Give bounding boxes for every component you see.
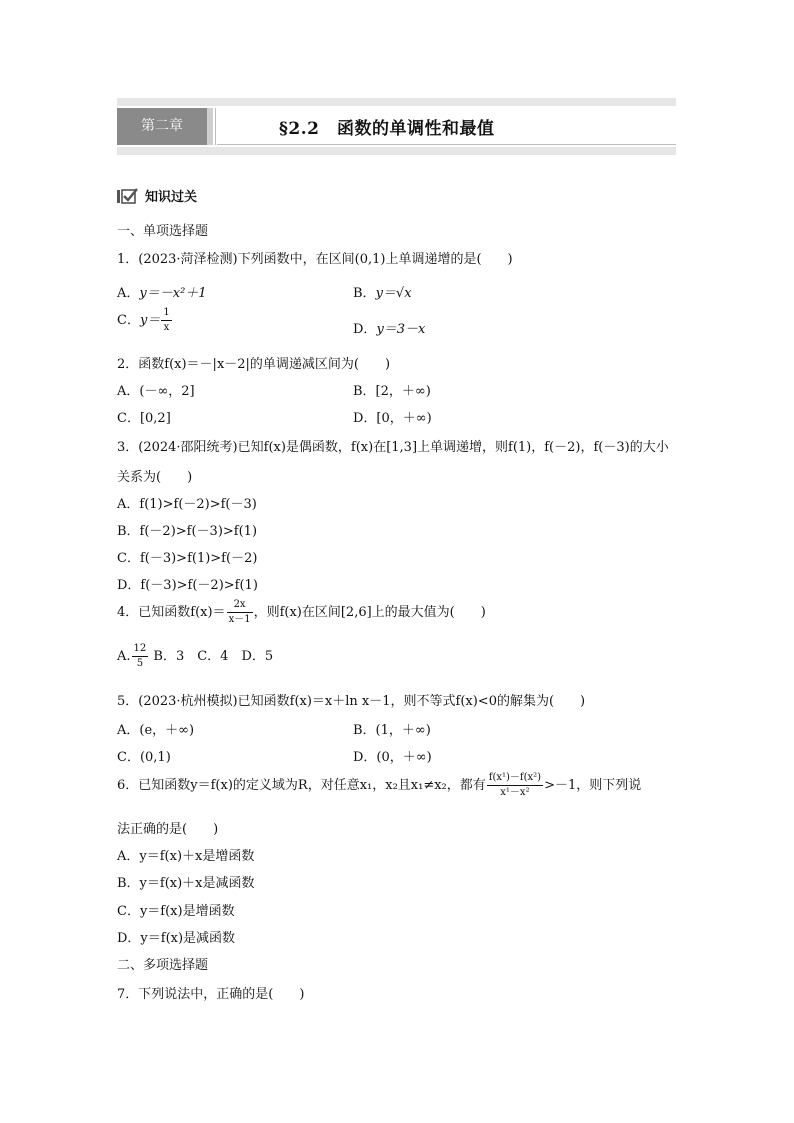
question-1-option-c — [117, 308, 173, 333]
question-5-option-b: B．(1，＋∞) — [353, 723, 431, 738]
question-6-option-d: D．y＝f(x)是减函数 — [117, 931, 236, 946]
option-label: C． — [117, 313, 140, 328]
fraction — [227, 600, 253, 625]
section-title: 知识过关 — [145, 190, 198, 205]
question-6-option-b: B．y＝f(x)＋x是减函数 — [117, 876, 255, 891]
fraction-denominator: 5 — [136, 658, 144, 669]
header-top-band — [117, 98, 676, 106]
question-4-pre: 4．已知函数f(x)＝ — [117, 605, 226, 620]
checkbox-icon — [117, 188, 139, 204]
option-expr: y＝－x²＋1 — [139, 286, 207, 301]
chapter-tab: 第二章 — [117, 108, 207, 145]
question-2-option-c: C．[0,2] — [117, 411, 171, 426]
question-2-option-d: D．[0，＋∞) — [353, 411, 432, 426]
question-2-stem: 2．函数f(x)＝－|x－2|的单调递减区间为( ) — [117, 357, 391, 372]
question-5-option-d: D．(0，＋∞) — [353, 750, 432, 765]
fraction-denominator: x — [163, 322, 170, 333]
question-3-option-a: A．f(1)>f(－2)>f(－3) — [117, 497, 257, 512]
section-heading — [117, 186, 197, 205]
question-6-pre: 6．已知函数y＝f(x)的定义域为R，对任意x₁，x₂且x₁≠x₂，都有 — [117, 778, 486, 793]
question-4-options — [117, 644, 273, 669]
question-3-option-c: C．f(－3)>f(1)>f(－2) — [117, 551, 258, 566]
chapter-tab-edge — [207, 108, 213, 145]
question-1-option-a — [117, 282, 207, 301]
fraction-numerator: 1 — [161, 308, 171, 321]
question-7-stem: 7．下列说法中，正确的是( ) — [117, 987, 305, 1002]
question-3-stem-cont: 关系为( ) — [117, 470, 193, 485]
question-5-option-c: C．(0,1) — [117, 750, 171, 765]
question-1-option-b — [353, 282, 412, 301]
page-title: §2.2 函数的单调性和最值 — [279, 119, 495, 139]
header-underline — [217, 144, 676, 145]
question-6-option-c: C．y＝f(x)是增函数 — [117, 904, 235, 919]
part-heading-single: 一、单项选择题 — [117, 224, 209, 239]
question-1-option-d — [353, 318, 425, 337]
option-label: D． — [353, 322, 377, 337]
question-1-stem: 1．(2023·菏泽检测)下列函数中，在区间(0,1)上单调递增的是( ) — [117, 252, 513, 267]
fraction — [161, 308, 171, 333]
option-expr: y＝ — [139, 313, 161, 328]
option-expr: y＝3－x — [376, 322, 426, 337]
question-4-rest: B．3 C．4 D．5 — [153, 649, 274, 664]
question-3-stem: 3．(2024·邵阳统考)已知f(x)是偶函数，f(x)在[1,3]上单调递增，则f(1)，f(－2)，f(－3)的大小 — [117, 440, 669, 455]
question-5-stem: 5．(2023·杭州模拟)已知函数f(x)＝x＋ln x－1，则不等式f(x)<0的解集为( ) — [117, 694, 586, 709]
question-3-option-d: D．f(－3)>f(－2)>f(1) — [117, 578, 258, 593]
header-divider — [215, 108, 216, 145]
fraction — [487, 773, 543, 798]
option-label: B． — [353, 286, 376, 301]
fraction-numerator: 12 — [132, 644, 149, 657]
fraction-denominator: x－1 — [228, 614, 251, 625]
question-5-option-a: A．(e，＋∞) — [117, 723, 195, 738]
chapter-header — [117, 98, 676, 155]
question-6-option-a: A．y＝f(x)＋x是增函数 — [117, 849, 255, 864]
option-label: A． — [117, 286, 140, 301]
question-3-option-b: B．f(－2)>f(－3)>f(1) — [117, 524, 258, 539]
question-6-stem — [117, 773, 641, 798]
part-heading-multi: 二、多项选择题 — [117, 958, 209, 973]
header-bottom-band — [117, 147, 676, 155]
question-6-post: >－1，则下列说 — [544, 778, 642, 793]
question-6-stem-cont: 法正确的是( ) — [117, 822, 219, 837]
option-expr: y＝√x — [375, 286, 412, 301]
fraction-numerator: 2x — [227, 600, 253, 613]
question-4-stem — [117, 600, 486, 625]
question-4-post: ，则f(x)在区间[2,6]上的最大值为( ) — [253, 605, 486, 620]
fraction — [132, 644, 149, 669]
option-label: A. — [117, 649, 131, 664]
fraction-numerator: f(x¹)－f(x²) — [487, 773, 543, 786]
question-2-option-a: A．(－∞，2] — [117, 384, 195, 399]
fraction-denominator: x¹－x² — [500, 787, 530, 798]
question-2-option-b: B．[2，＋∞) — [353, 384, 431, 399]
